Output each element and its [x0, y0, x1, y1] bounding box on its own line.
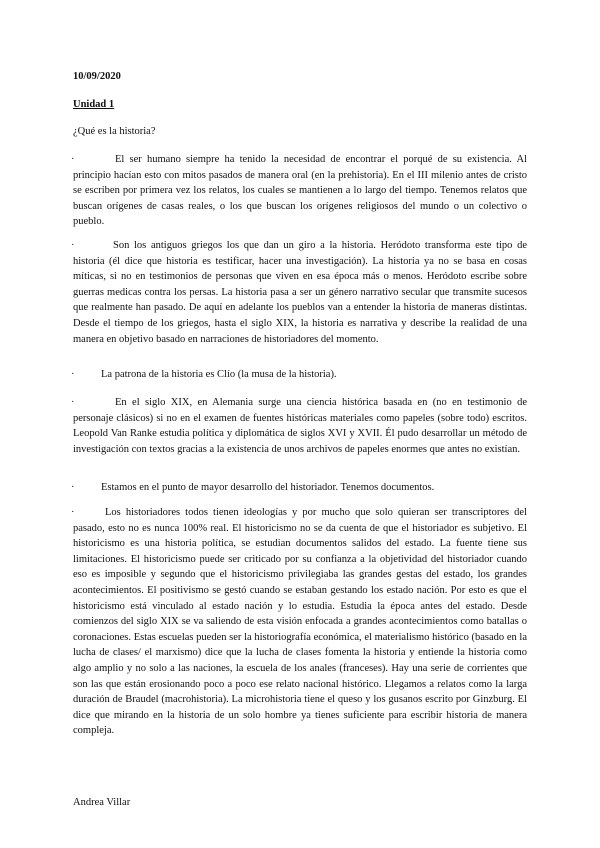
document-date: 10/09/2020: [73, 71, 121, 82]
paragraph-text: Son los antiguos griegos los que dan un giro a la historia. Heródoto transforma este tipo de historia (él dice que historia es testificar, hacer una investigación). La historia ya no se basa en cosas míticas, si no en testimonios de personas que viven en esa época más o menos. Heródoto escribe sobre guerras medicas contra los persas. La historia pasa a ser un género narrativo secular que transmite sucesos que realmente han pasado. De aquí en adelante los pueblos van a entender la historia de maneras distintas. Desde el tiempo de los griegos, hasta el siglo XIX, la historia es narrativa y describe la realidad de una manera en objetivo basado en narraciones de historiadores del momento.: [73, 240, 527, 345]
paragraph-text: Los historiadores todos tienen ideologías y por mucho que solo quieran ser transcriptores del pasado, esto no es nunca 100% real. El historicismo no se da cuenta de que el historiador es subjetivo. El historicismo es una historia política, se estudian documentos salidos del estado. La fuente tiene sus limitaciones. El historicismo puede ser criticado por su confianza a la objetividad del historiador cuando eso es imposible y segundo que el historicismo privilegiaba las grandes gestas del estado, los grandes acontecimientos. El positivismo se gestó cuando se estaban gestando los estado nación. Por esto es que el historicismo está vinculado al estado nación y lo estudia. Estudia la época antes del estado. Desde comienzos del siglo XIX se va saliendo de esta visión enfocada a grandes acontecimientos como batallas o coronaciones. Estas escuelas pueden ser la historiografía económica, el materialismo histórico (basado en la lucha de clases/ el marxismo) dice que la lucha de clases fomenta la historia y entiende la historia como algo amplio y no solo a las naciones, la escuela de los anales (franceses). Hay una serie de corrientes que son las que están erosionando poco a poco ese relato nacional histórico. Llegamos a relatos como la larga duración de Braudel (macrohistoria). La microhistoria tiene el queso y los gusanos escrito por Ginzburg. El dice que mirando en la historia de un solo hombre ya tienes suficiente para escribir historia de manera compleja.: [73, 507, 527, 737]
bullet-symbol: ·: [71, 369, 75, 380]
paragraph-text: En el siglo XIX, en Alemania surge una ciencia histórica basada en (no en testimonio de personaje clásicos) si no en el examen de fuentes históricas materiales como papeles (sobre todo) escritos. Leopold Van Ranke estudia política y diplomática de siglos XVI y XVII. Él pudo desarrollar un método de investigación con textos gracias a la existencia de unos archivos de papeles enormes que antes no existían.: [73, 397, 527, 455]
bullet-symbol: ·: [71, 154, 75, 165]
bullet-symbol: ·: [71, 397, 75, 408]
bullet-symbol: ·: [71, 240, 75, 251]
section-question: ¿Qué es la historia?: [73, 126, 156, 137]
paragraph-text: La patrona de la historia es Clío (la musa de la historia).: [101, 369, 337, 380]
paragraph-4: [73, 395, 527, 457]
bullet-symbol: ·: [71, 507, 75, 518]
paragraph-5: [73, 480, 527, 496]
paragraph-1: [73, 152, 527, 230]
bullet-symbol: ·: [71, 482, 75, 493]
paragraph-2: [73, 238, 527, 347]
paragraph-text: El ser humano siempre ha tenido la necesidad de encontrar el porqué de su existencia. Al principio hacían esto con mitos pasados de manera oral (en la prehistoria). En el III milenio antes de cristo se escriben por primera vez los relatos, los cuales se mantienen a lo largo del tiempo. Tenemos relatos que buscan orígenes de casas reales, o los que buscan los orígenes religiosos del mundo o un colectivo o pueblo.: [73, 154, 527, 228]
unit-heading: Unidad 1: [73, 99, 115, 110]
author-name: Andrea Villar: [73, 797, 131, 808]
paragraph-6: [73, 505, 527, 739]
paragraph-text: Estamos en el punto de mayor desarrollo del historiador. Tenemos documentos.: [101, 482, 435, 493]
paragraph-3: [73, 367, 527, 383]
